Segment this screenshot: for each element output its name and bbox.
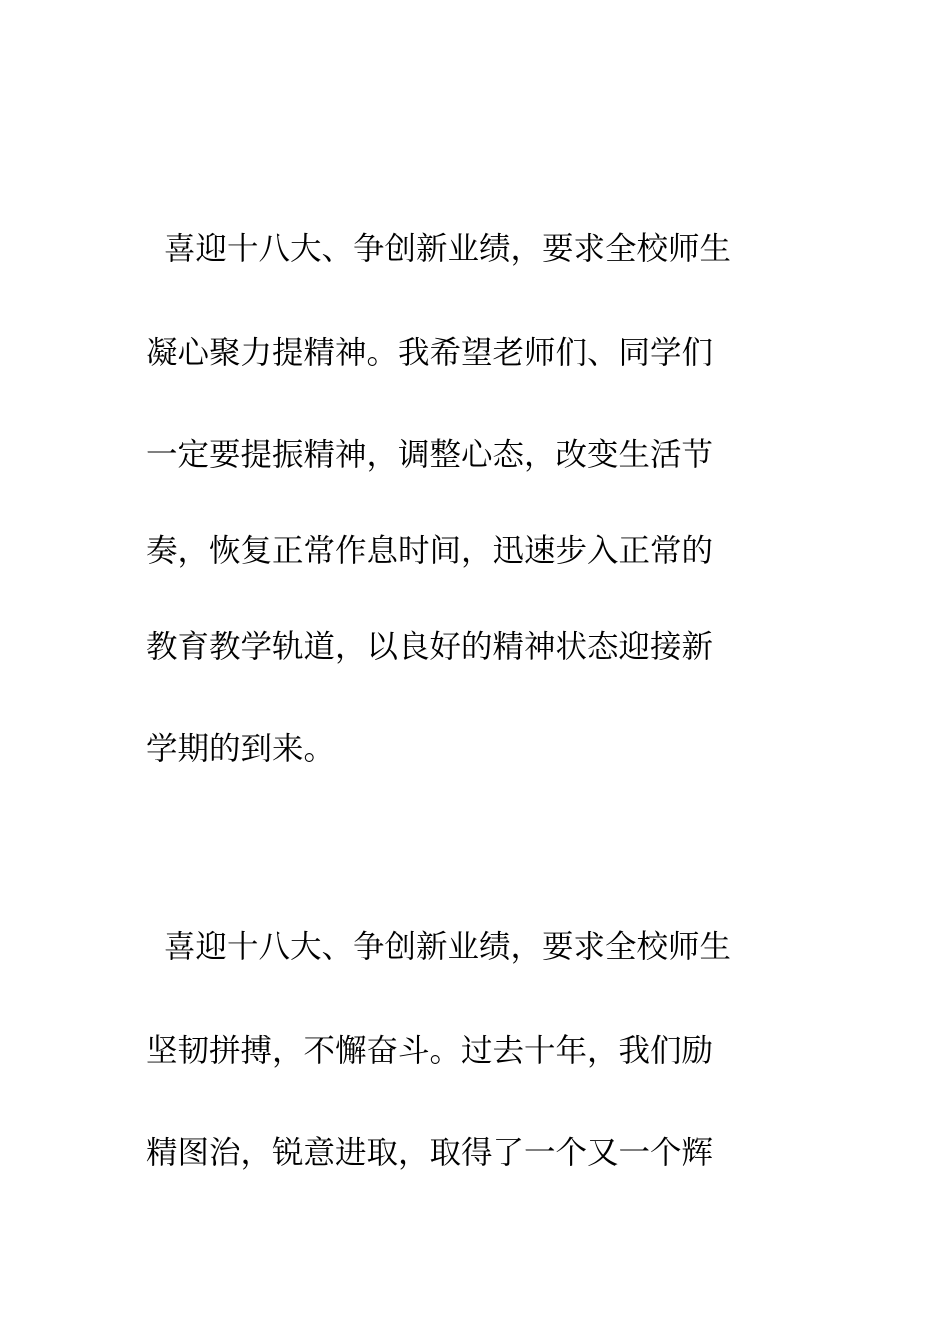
paragraph-line: 一定要提振精神，调整心态，改变生活节 xyxy=(146,437,714,473)
paragraph-line: 奏，恢复正常作息时间，迅速步入正常的 xyxy=(146,533,714,569)
paragraph-line: 凝心聚力提精神。我希望老师们、同学们 xyxy=(146,335,714,371)
paragraph-line: 坚韧拼搏，不懈奋斗。过去十年，我们励 xyxy=(146,1033,714,1069)
paragraph-line: 学期的到来。 xyxy=(146,731,336,767)
paragraph-line: 精图治，锐意进取，取得了一个又一个辉 xyxy=(146,1135,714,1171)
paragraph-line: 喜迎十八大、争创新业绩，要求全校师生 xyxy=(164,929,732,965)
paragraph-line: 喜迎十八大、争创新业绩，要求全校师生 xyxy=(164,231,732,267)
paragraph-line: 教育教学轨道，以良好的精神状态迎接新 xyxy=(146,629,714,665)
